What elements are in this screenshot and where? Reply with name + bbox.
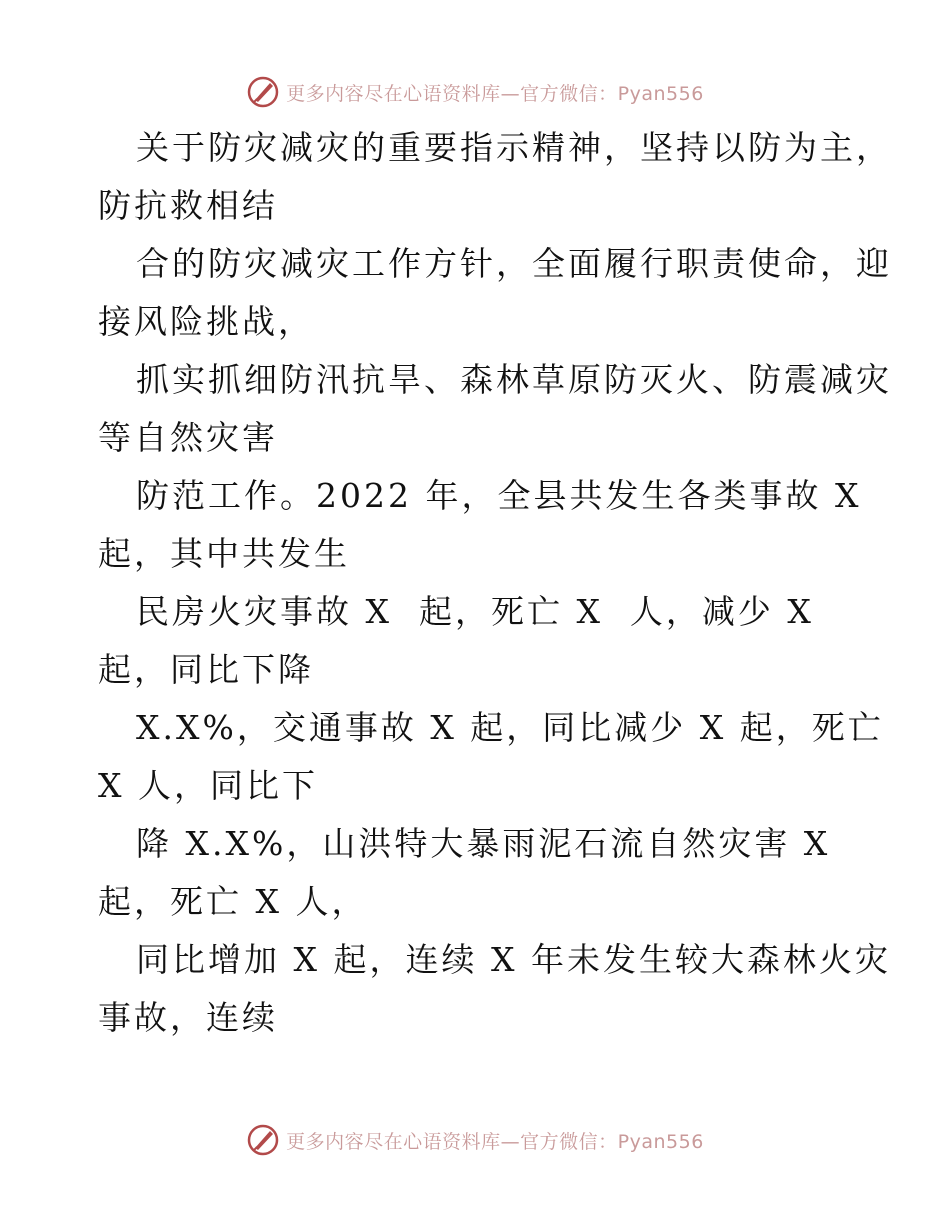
paragraph-line: 接风险挑战， (98, 302, 314, 341)
paragraph-line: 同比增加 X 起，连续 X 年未发生较大森林火灾 (136, 940, 891, 979)
paragraph-line: 起，其中共发生 (98, 534, 350, 573)
paragraph-line: 起，死亡 X 人， (98, 882, 368, 921)
footer-watermark (0, 1120, 950, 1160)
paragraph-line: X 人，同比下 (98, 766, 318, 805)
paragraph-line: 起，同比下降 (98, 650, 314, 689)
paragraph-line: 民房火灾事故 X 起，死亡 X 人，减少 X (136, 592, 814, 631)
watermark-text: 更多内容尽在心语资料库—官方微信：Pyan556 (286, 82, 704, 105)
paragraph-line: 防范工作。2022 年，全县共发生各类事故 X (136, 476, 862, 515)
paragraph-line: 合的防灾减灾工作方针，全面履行职责使命，迎 (136, 244, 892, 283)
paragraph-line: 降 X.X%，山洪特大暴雨泥石流自然灾害 X (136, 824, 831, 863)
watermark-text: 更多内容尽在心语资料库—官方微信：Pyan556 (286, 1130, 704, 1153)
quill-logo-icon (246, 1123, 280, 1157)
paragraph-line: 事故，连续 (98, 998, 278, 1037)
paragraph-line: 关于防灾减灾的重要指示精神，坚持以防为主， (136, 128, 892, 167)
quill-logo-icon (246, 75, 280, 109)
paragraph-line: X.X%，交通事故 X 起，同比减少 X 起，死亡 (136, 708, 884, 747)
header-watermark (0, 72, 950, 112)
paragraph-line: 等自然灾害 (98, 418, 278, 457)
paragraph-line: 抓实抓细防汛抗旱、森林草原防灭火、防震减灾 (136, 360, 892, 399)
paragraph-line: 防抗救相结 (98, 186, 278, 225)
